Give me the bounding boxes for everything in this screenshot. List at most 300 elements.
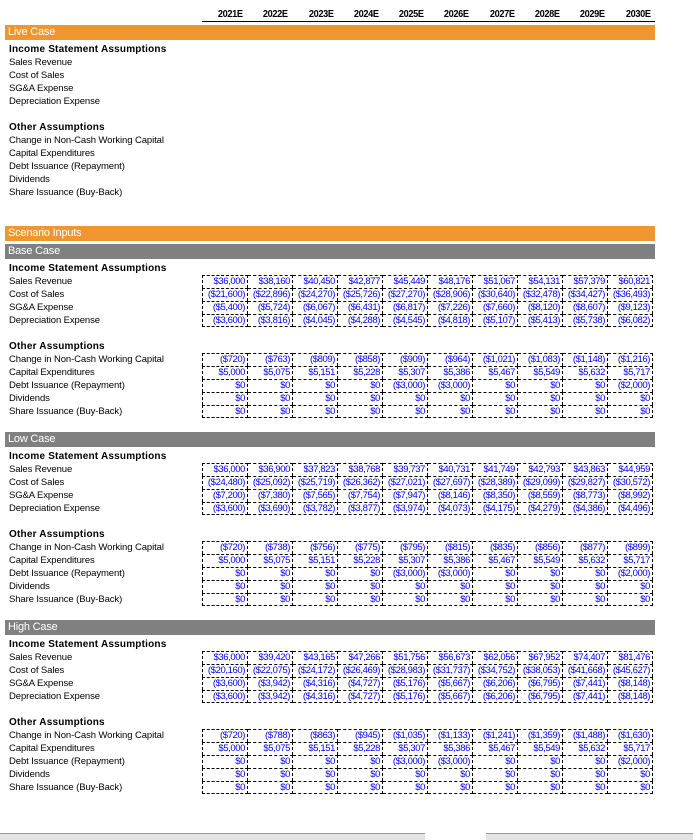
input-cell[interactable]: ($7,200) (202, 489, 248, 502)
input-cell[interactable]: $0 (202, 567, 248, 580)
input-cell[interactable]: $0 (428, 768, 473, 781)
input-cell[interactable]: ($775) (338, 541, 383, 554)
input-cell[interactable]: $0 (563, 392, 608, 405)
input-cell[interactable]: ($4,316) (293, 677, 338, 690)
input-cell[interactable]: $54,131 (518, 275, 563, 288)
input-cell[interactable]: ($27,270) (383, 288, 428, 301)
input-cell[interactable]: $0 (608, 392, 653, 405)
input-cell[interactable]: $0 (383, 781, 428, 794)
input-cell[interactable]: $56,673 (428, 651, 473, 664)
year-header: 2026E (444, 9, 470, 20)
input-cell[interactable]: $0 (293, 781, 338, 794)
input-cell[interactable]: ($25,092) (248, 476, 293, 489)
input-cell[interactable]: $0 (293, 567, 338, 580)
input-cell[interactable]: ($7,947) (383, 489, 428, 502)
input-cell[interactable]: $0 (473, 405, 518, 418)
input-cell[interactable]: $0 (248, 755, 293, 768)
input-cell[interactable]: ($26,362) (338, 476, 383, 489)
input-cell[interactable]: ($1,083) (518, 353, 563, 366)
input-cell[interactable]: $0 (473, 567, 518, 580)
input-cell[interactable]: $5,386 (428, 366, 473, 379)
input-cell[interactable]: ($945) (338, 729, 383, 742)
input-cell[interactable]: $5,386 (428, 742, 473, 755)
input-cell[interactable]: $44,959 (608, 463, 653, 476)
input-cell[interactable]: ($3,000) (428, 567, 473, 580)
input-cell[interactable]: ($8,350) (473, 489, 518, 502)
input-cell[interactable]: ($3,600) (202, 502, 248, 515)
input-cell[interactable]: $0 (473, 379, 518, 392)
input-cell[interactable]: ($45,627) (608, 664, 653, 677)
input-cell[interactable]: ($4,316) (293, 690, 338, 703)
table-row (5, 768, 655, 781)
input-cell[interactable]: $5,549 (518, 366, 563, 379)
input-cell[interactable]: ($30,640) (473, 288, 518, 301)
input-cell[interactable]: ($6,082) (608, 314, 653, 327)
table-row (5, 781, 655, 794)
input-cell[interactable]: ($899) (608, 541, 653, 554)
input-cell[interactable]: $0 (428, 580, 473, 593)
input-cell[interactable]: ($788) (248, 729, 293, 742)
input-cell[interactable]: $0 (518, 580, 563, 593)
input-cell[interactable]: $0 (248, 593, 293, 606)
input-cell[interactable]: ($25,726) (338, 288, 383, 301)
input-cell[interactable]: $36,000 (202, 463, 248, 476)
input-cell[interactable]: $5,386 (428, 554, 473, 567)
input-cell[interactable]: $0 (518, 781, 563, 794)
input-cell[interactable]: ($3,877) (338, 502, 383, 515)
input-cell[interactable]: ($1,035) (383, 729, 428, 742)
input-cell[interactable]: ($756) (293, 541, 338, 554)
row-label: Debt Issuance (Repayment) (9, 568, 125, 579)
input-cell[interactable]: ($3,000) (383, 567, 428, 580)
input-cell[interactable]: $0 (428, 405, 473, 418)
input-cell[interactable]: $0 (563, 755, 608, 768)
input-cell[interactable]: $0 (383, 405, 428, 418)
input-cell[interactable]: $39,420 (248, 651, 293, 664)
input-cell[interactable]: ($1,359) (518, 729, 563, 742)
input-cell[interactable]: ($8,148) (608, 690, 653, 703)
input-cell[interactable]: ($5,413) (518, 314, 563, 327)
input-cell[interactable]: ($6,067) (293, 301, 338, 314)
year-header-row (202, 9, 655, 22)
input-cell[interactable]: $0 (518, 392, 563, 405)
input-cell[interactable]: ($8,120) (518, 301, 563, 314)
input-cell[interactable]: $5,075 (248, 554, 293, 567)
input-cell[interactable]: ($720) (202, 729, 248, 742)
input-cell[interactable]: $0 (563, 768, 608, 781)
input-cell[interactable]: $40,450 (293, 275, 338, 288)
input-cell[interactable]: $0 (248, 580, 293, 593)
input-cell[interactable]: $0 (338, 768, 383, 781)
input-cell[interactable]: $0 (338, 392, 383, 405)
input-cell[interactable]: $5,000 (202, 366, 248, 379)
input-cell[interactable]: $0 (563, 405, 608, 418)
input-cell[interactable]: $39,737 (383, 463, 428, 476)
input-cell[interactable]: $5,307 (383, 742, 428, 755)
input-cell[interactable]: $5,000 (202, 554, 248, 567)
input-cell[interactable]: $5,151 (293, 366, 338, 379)
input-cell[interactable]: $5,151 (293, 554, 338, 567)
input-cell[interactable]: ($24,270) (293, 288, 338, 301)
input-cell[interactable]: $5,467 (473, 554, 518, 567)
input-cell[interactable]: $60,821 (608, 275, 653, 288)
input-cell[interactable]: ($3,782) (293, 502, 338, 515)
input-cell[interactable]: $0 (563, 593, 608, 606)
input-cell[interactable]: $0 (202, 392, 248, 405)
input-cell[interactable]: ($5,176) (383, 690, 428, 703)
input-cell[interactable]: ($4,727) (338, 677, 383, 690)
input-cell[interactable]: $0 (202, 405, 248, 418)
input-cell[interactable]: ($2,000) (608, 567, 653, 580)
input-cell[interactable]: $0 (563, 567, 608, 580)
input-cell[interactable]: $0 (383, 580, 428, 593)
input-cell[interactable]: ($858) (338, 353, 383, 366)
input-cell[interactable]: ($5,667) (428, 690, 473, 703)
input-cell[interactable]: $47,266 (338, 651, 383, 664)
input-cell[interactable]: ($28,983) (383, 664, 428, 677)
input-cell[interactable]: ($7,565) (293, 489, 338, 502)
input-cell[interactable]: $5,228 (338, 554, 383, 567)
input-cell[interactable]: $0 (383, 593, 428, 606)
input-cell[interactable]: $0 (202, 379, 248, 392)
input-cells (202, 366, 653, 379)
input-cell[interactable]: $51,756 (383, 651, 428, 664)
input-cell[interactable]: $0 (518, 379, 563, 392)
input-cell[interactable]: $5,549 (518, 742, 563, 755)
input-cell[interactable]: ($4,386) (563, 502, 608, 515)
input-cell[interactable]: ($6,795) (518, 677, 563, 690)
input-cells (202, 288, 653, 301)
input-cell[interactable]: $45,449 (383, 275, 428, 288)
table-row (5, 56, 655, 69)
input-cell[interactable]: $0 (563, 379, 608, 392)
input-cell[interactable]: $5,717 (608, 554, 653, 567)
input-cell[interactable]: $0 (248, 781, 293, 794)
input-cell[interactable]: $36,000 (202, 651, 248, 664)
input-cell[interactable]: $5,717 (608, 742, 653, 755)
input-cell[interactable]: ($4,496) (608, 502, 653, 515)
input-cell[interactable]: ($9,123) (608, 301, 653, 314)
input-cell[interactable]: ($38,053) (518, 664, 563, 677)
input-cells (202, 768, 653, 781)
input-cell[interactable]: ($3,600) (202, 677, 248, 690)
input-cell[interactable]: ($5,176) (383, 677, 428, 690)
input-cell[interactable]: $43,165 (293, 651, 338, 664)
input-cell[interactable]: $5,549 (518, 554, 563, 567)
input-cell[interactable]: $0 (563, 781, 608, 794)
input-cell[interactable]: $5,632 (563, 554, 608, 567)
input-cell[interactable]: $5,307 (383, 366, 428, 379)
input-cell[interactable]: ($3,600) (202, 690, 248, 703)
input-cell[interactable]: ($34,427) (563, 288, 608, 301)
input-cell[interactable]: ($4,545) (383, 314, 428, 327)
input-cell[interactable]: ($6,431) (338, 301, 383, 314)
input-cell[interactable]: ($3,000) (383, 755, 428, 768)
input-cell[interactable]: ($26,469) (338, 664, 383, 677)
input-cell[interactable]: ($1,630) (608, 729, 653, 742)
blank-row (5, 703, 655, 716)
input-cell[interactable]: ($877) (563, 541, 608, 554)
input-cell[interactable]: ($32,478) (518, 288, 563, 301)
input-cell[interactable]: ($5,107) (473, 314, 518, 327)
input-cell[interactable]: $67,952 (518, 651, 563, 664)
table-row (5, 147, 655, 160)
input-cell[interactable]: ($3,816) (248, 314, 293, 327)
input-cell[interactable]: $0 (248, 567, 293, 580)
input-cell[interactable]: $36,900 (248, 463, 293, 476)
input-cells (202, 541, 653, 554)
row-label: Depreciation Expense (9, 96, 100, 107)
input-cell[interactable]: $0 (518, 593, 563, 606)
table-row (5, 755, 655, 768)
input-cell[interactable]: $0 (248, 392, 293, 405)
input-cells (202, 392, 653, 405)
input-cell[interactable]: ($1,133) (428, 729, 473, 742)
input-cell[interactable]: ($3,000) (383, 379, 428, 392)
input-cell[interactable]: ($7,660) (473, 301, 518, 314)
input-cell[interactable]: ($6,206) (473, 677, 518, 690)
input-cell[interactable]: ($7,380) (248, 489, 293, 502)
input-cell[interactable]: $51,067 (473, 275, 518, 288)
input-cell[interactable]: ($7,754) (338, 489, 383, 502)
input-cell[interactable]: $5,467 (473, 742, 518, 755)
input-cell[interactable]: $36,000 (202, 275, 248, 288)
input-cell[interactable]: ($909) (383, 353, 428, 366)
input-cell[interactable]: $5,307 (383, 554, 428, 567)
input-cell[interactable]: $0 (293, 392, 338, 405)
input-cell[interactable]: ($835) (473, 541, 518, 554)
input-cell[interactable]: ($4,818) (428, 314, 473, 327)
input-cell[interactable]: ($24,172) (293, 664, 338, 677)
input-cell[interactable]: $0 (608, 405, 653, 418)
input-cell[interactable]: $0 (202, 580, 248, 593)
input-cell[interactable]: $0 (202, 781, 248, 794)
input-cell[interactable]: $0 (518, 405, 563, 418)
input-cell[interactable]: ($1,216) (608, 353, 653, 366)
input-cell[interactable]: ($763) (248, 353, 293, 366)
input-cell[interactable]: ($7,441) (563, 677, 608, 690)
input-cell[interactable]: $5,151 (293, 742, 338, 755)
input-cell[interactable]: $5,228 (338, 742, 383, 755)
input-cell[interactable]: $0 (473, 593, 518, 606)
input-cell[interactable]: $0 (608, 593, 653, 606)
section-header (5, 716, 655, 729)
section-header (5, 340, 655, 353)
input-cell[interactable]: ($4,727) (338, 690, 383, 703)
input-cell[interactable]: ($2,000) (608, 755, 653, 768)
input-cells (202, 379, 653, 392)
input-cell[interactable]: ($815) (428, 541, 473, 554)
input-cell[interactable]: ($7,226) (428, 301, 473, 314)
input-cells (202, 781, 653, 794)
input-cell[interactable]: $0 (473, 768, 518, 781)
input-cell[interactable]: ($6,206) (473, 690, 518, 703)
input-cell[interactable]: $0 (338, 405, 383, 418)
input-cell[interactable]: $0 (473, 781, 518, 794)
input-cell[interactable]: $37,823 (293, 463, 338, 476)
input-cell[interactable]: $0 (338, 580, 383, 593)
input-cell[interactable]: $0 (248, 379, 293, 392)
input-cell[interactable]: $0 (293, 755, 338, 768)
input-cell[interactable]: $0 (518, 567, 563, 580)
input-cell[interactable]: ($2,000) (608, 379, 653, 392)
input-cell[interactable]: ($8,559) (518, 489, 563, 502)
input-cell[interactable]: $5,717 (608, 366, 653, 379)
input-cell[interactable]: ($28,906) (428, 288, 473, 301)
input-cell[interactable]: $0 (248, 768, 293, 781)
input-cell[interactable]: ($863) (293, 729, 338, 742)
input-cell[interactable]: $0 (428, 593, 473, 606)
input-cell[interactable]: ($24,480) (202, 476, 248, 489)
input-cell[interactable]: $5,228 (338, 366, 383, 379)
input-cell[interactable]: $0 (338, 567, 383, 580)
input-cell[interactable]: ($27,021) (383, 476, 428, 489)
input-cell[interactable]: ($8,148) (608, 677, 653, 690)
input-cell[interactable]: ($3,942) (248, 690, 293, 703)
row-label: Cost of Sales (9, 289, 65, 300)
input-cell[interactable]: $0 (473, 755, 518, 768)
input-cell[interactable]: ($3,690) (248, 502, 293, 515)
case-bar-base-case: Base Case (5, 244, 655, 259)
input-cell[interactable]: ($1,021) (473, 353, 518, 366)
row-label: Debt Issuance (Repayment) (9, 756, 125, 767)
table-row (5, 366, 655, 379)
input-cell[interactable]: $0 (293, 580, 338, 593)
input-cell[interactable]: ($1,241) (473, 729, 518, 742)
input-cell[interactable]: ($720) (202, 541, 248, 554)
input-cell[interactable]: ($3,000) (428, 379, 473, 392)
input-cell[interactable]: $0 (428, 781, 473, 794)
input-cell[interactable]: $81,476 (608, 651, 653, 664)
row-label: Dividends (9, 581, 50, 592)
input-cell[interactable]: ($6,817) (383, 301, 428, 314)
input-cell[interactable]: $38,160 (248, 275, 293, 288)
input-cell[interactable]: ($3,000) (428, 755, 473, 768)
input-cell[interactable]: ($856) (518, 541, 563, 554)
input-cell[interactable]: $0 (473, 392, 518, 405)
input-cell[interactable]: ($5,400) (202, 301, 248, 314)
input-cell[interactable]: ($8,773) (563, 489, 608, 502)
input-cell[interactable]: $5,467 (473, 366, 518, 379)
input-cell[interactable]: $42,877 (338, 275, 383, 288)
input-cell[interactable]: $0 (383, 392, 428, 405)
input-cell[interactable]: $0 (428, 392, 473, 405)
input-cell[interactable]: ($3,600) (202, 314, 248, 327)
input-cell[interactable]: $0 (338, 379, 383, 392)
input-cell[interactable]: ($28,389) (473, 476, 518, 489)
input-cell[interactable]: ($36,493) (608, 288, 653, 301)
input-cell[interactable]: ($20,160) (202, 664, 248, 677)
input-cell[interactable]: $0 (202, 593, 248, 606)
input-cell[interactable]: ($4,175) (473, 502, 518, 515)
input-cell[interactable]: ($29,827) (563, 476, 608, 489)
input-cell[interactable]: $0 (608, 781, 653, 794)
input-cell[interactable]: $43,863 (563, 463, 608, 476)
blank-row (5, 327, 655, 340)
input-cell[interactable]: $0 (473, 580, 518, 593)
input-cell[interactable]: ($5,667) (428, 677, 473, 690)
input-cell[interactable]: ($5,738) (563, 314, 608, 327)
input-cell[interactable]: $5,075 (248, 742, 293, 755)
input-cell[interactable]: ($7,441) (563, 690, 608, 703)
input-cell[interactable]: ($8,607) (563, 301, 608, 314)
input-cell[interactable]: ($22,896) (248, 288, 293, 301)
input-cell[interactable]: ($1,148) (563, 353, 608, 366)
input-cell[interactable]: ($34,752) (473, 664, 518, 677)
input-cell[interactable]: $48,176 (428, 275, 473, 288)
input-cell[interactable]: ($8,992) (608, 489, 653, 502)
table-row (5, 301, 655, 314)
input-cell[interactable]: $42,793 (518, 463, 563, 476)
input-cell[interactable]: $5,632 (563, 366, 608, 379)
input-cell[interactable]: ($30,572) (608, 476, 653, 489)
input-cell[interactable]: $38,768 (338, 463, 383, 476)
input-cell[interactable]: ($41,668) (563, 664, 608, 677)
input-cell[interactable]: $5,000 (202, 742, 248, 755)
input-cell[interactable]: ($31,737) (428, 664, 473, 677)
input-cell[interactable]: $0 (293, 379, 338, 392)
input-cell[interactable]: ($3,974) (383, 502, 428, 515)
row-label: Cost of Sales (9, 665, 65, 676)
input-cell[interactable]: $0 (293, 768, 338, 781)
input-cell[interactable]: ($21,600) (202, 288, 248, 301)
input-cell[interactable]: ($964) (428, 353, 473, 366)
input-cell[interactable]: $0 (248, 405, 293, 418)
input-cell[interactable]: ($29,099) (518, 476, 563, 489)
input-cell[interactable]: $0 (563, 580, 608, 593)
input-cell[interactable]: $0 (293, 593, 338, 606)
input-cell[interactable]: $0 (383, 768, 428, 781)
input-cell[interactable]: ($25,719) (293, 476, 338, 489)
input-cell[interactable]: ($4,279) (518, 502, 563, 515)
input-cell[interactable]: ($795) (383, 541, 428, 554)
input-cell[interactable]: $0 (293, 405, 338, 418)
input-cell[interactable]: $74,407 (563, 651, 608, 664)
input-cell[interactable]: $62,056 (473, 651, 518, 664)
input-cell[interactable]: ($720) (202, 353, 248, 366)
input-cell[interactable]: $0 (202, 755, 248, 768)
input-cells (202, 463, 653, 476)
input-cell[interactable]: ($3,942) (248, 677, 293, 690)
input-cell[interactable]: ($738) (248, 541, 293, 554)
input-cell[interactable]: $0 (338, 781, 383, 794)
input-cell[interactable]: $40,731 (428, 463, 473, 476)
input-cell[interactable]: $0 (608, 768, 653, 781)
input-cell[interactable]: ($5,724) (248, 301, 293, 314)
input-cell[interactable]: $5,632 (563, 742, 608, 755)
input-cell[interactable]: $0 (202, 768, 248, 781)
input-cell[interactable]: ($4,288) (338, 314, 383, 327)
input-cell[interactable]: ($4,045) (293, 314, 338, 327)
input-cell[interactable]: $0 (338, 593, 383, 606)
input-cell[interactable]: $5,075 (248, 366, 293, 379)
section-header (5, 638, 655, 651)
section-header (5, 450, 655, 463)
input-cell[interactable]: $57,379 (563, 275, 608, 288)
input-cell[interactable]: ($1,488) (563, 729, 608, 742)
input-cell[interactable]: ($8,146) (428, 489, 473, 502)
input-cell[interactable]: $0 (518, 755, 563, 768)
input-cell[interactable]: ($22,075) (248, 664, 293, 677)
input-cell[interactable]: ($4,073) (428, 502, 473, 515)
input-cell[interactable]: $0 (518, 768, 563, 781)
input-cell[interactable]: ($6,795) (518, 690, 563, 703)
input-cell[interactable]: $0 (608, 580, 653, 593)
input-cell[interactable]: $41,749 (473, 463, 518, 476)
input-cell[interactable]: ($809) (293, 353, 338, 366)
input-cell[interactable]: $0 (338, 755, 383, 768)
input-cell[interactable]: ($27,697) (428, 476, 473, 489)
